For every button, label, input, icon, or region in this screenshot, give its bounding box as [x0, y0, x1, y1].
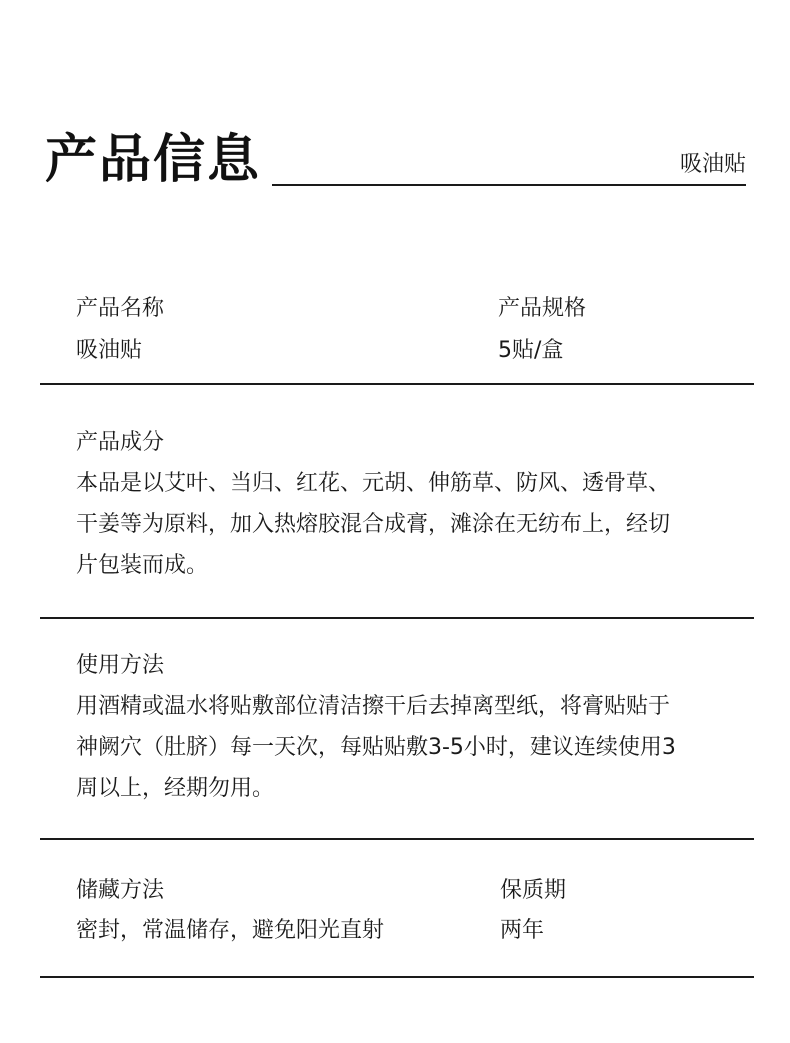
shelf-life-value: 两年 [500, 918, 545, 943]
product-subtitle: 吸油贴 [679, 152, 746, 177]
ingredients-label: 产品成分 [76, 430, 165, 455]
usage-line: 周以上，经期勿用。 [76, 776, 275, 801]
divider [40, 383, 754, 385]
ingredients-line: 片包装而成。 [76, 553, 209, 578]
storage-value: 密封，常温储存，避免阳光直射 [76, 918, 385, 943]
divider [40, 617, 754, 619]
storage-label: 储藏方法 [76, 878, 165, 903]
divider [40, 838, 754, 840]
product-name-value: 吸油贴 [76, 338, 143, 363]
title-underline [272, 184, 746, 186]
page-title: 产品信息 [45, 130, 262, 190]
usage-text [76, 686, 736, 809]
shelf-life-label: 保质期 [500, 878, 567, 903]
divider [40, 976, 754, 978]
product-spec-value: 5贴/盒 [498, 338, 564, 363]
usage-line: 神阙穴（肚脐）每一天次，每贴贴敷3-5小时，建议连续使用3 [76, 735, 676, 760]
ingredients-line: 干姜等为原料，加入热熔胶混合成膏，滩涂在无纺布上，经切 [76, 512, 671, 537]
usage-line: 用酒精或温水将贴敷部位清洁擦干后去掉离型纸，将膏贴贴于 [76, 694, 671, 719]
product-spec-label: 产品规格 [498, 296, 587, 321]
product-name-label: 产品名称 [76, 296, 165, 321]
ingredients-line: 本品是以艾叶、当归、红花、元胡、伸筋草、防风、透骨草、 [76, 471, 671, 496]
usage-label: 使用方法 [76, 653, 165, 678]
ingredients-text [76, 463, 736, 586]
